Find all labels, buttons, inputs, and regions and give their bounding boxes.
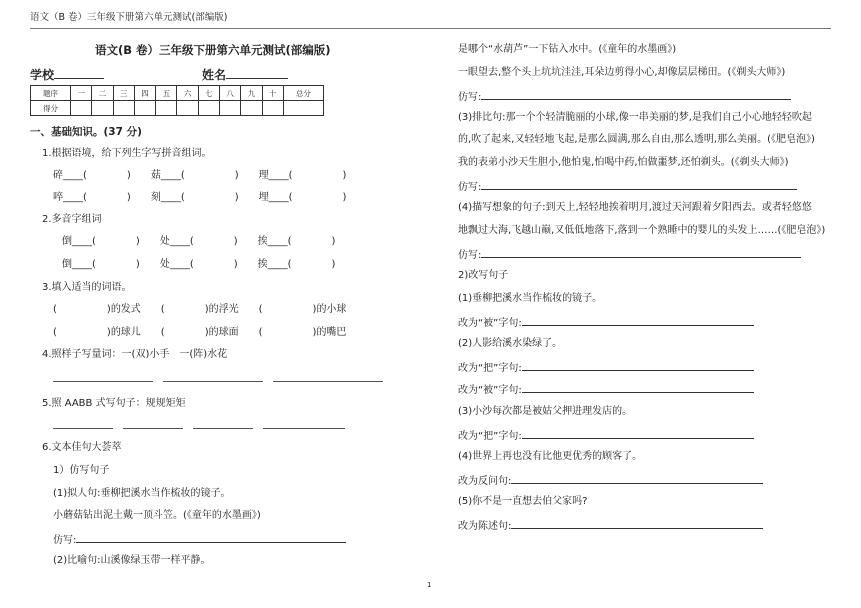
right-line: (2)人影给溪水染绿了。 [458,338,563,349]
score-table-header-row [31,86,324,101]
right-rewrite [458,428,754,444]
right-line: 地飘过大海,飞越山巅,又低低地落下,落到一个熟睡中的婴儿的头发上……(《肥皂泡》) [458,225,826,236]
table-cell: 九 [241,86,262,101]
answer-line[interactable] [522,382,754,393]
char: 挨 [257,236,268,247]
fangxie-label: 仿写: [53,535,77,546]
q2-row-1: 倒____( ) 处____( ) 挨____( ) [62,236,336,247]
rewrite-label: 改为“把”字句: [458,363,522,374]
q1-row-2: 啐____( ) 刻____( ) 埋____( ) [53,192,347,203]
question-4: 4.照样子写量词：一(双)小手 一(阵)水花 [42,349,228,360]
right-line: (5)你不是一直想去伯父家吗? [458,496,588,507]
rewrite-label: 改为“把”字句: [458,431,522,442]
q6-sub-1: 1）仿写句子 [53,465,110,476]
right-line: (3)小沙每次都是被姑父押进理发店的。 [458,406,633,417]
table-cell: 三 [113,86,134,101]
right-fangxie [458,89,791,105]
char: 处 [159,236,170,247]
phrase: 的小球 [316,304,347,315]
char: 倒 [62,259,72,270]
right-rewrite [458,382,754,398]
table-cell: 题序 [31,86,71,101]
name-blank[interactable] [226,68,288,79]
score-cell[interactable] [71,101,92,116]
char: 埋 [258,192,269,203]
answer-line[interactable] [481,89,791,100]
right-rewrite [458,518,763,534]
answer-line[interactable] [163,381,263,382]
q2-row-2: 倒____( ) 处____( ) 挨____( ) [62,259,336,270]
header-divider [30,28,831,29]
table-cell: 得分 [31,101,71,116]
school-label: 学校 [30,68,55,82]
table-cell: 八 [220,86,241,101]
section-1-heading: 一、基础知识。(37 分) [30,126,142,138]
score-cell[interactable] [92,101,113,116]
phrase: 的发式 [110,304,141,315]
char: 菇 [150,170,161,181]
fangxie-label: 仿写: [458,250,482,261]
char: 碎 [53,170,63,181]
table-cell: 一 [71,86,92,101]
table-cell: 七 [198,86,219,101]
answer-line[interactable] [522,360,754,371]
q1-row-1: 碎____( ) 菇____( ) 理____( ) [53,170,347,181]
right-fangxie [458,247,801,263]
score-cell[interactable] [177,101,198,116]
phrase: 的球面 [208,327,239,338]
right-rewrite [458,315,754,331]
q6-fangxie [53,532,346,548]
table-cell: 二 [92,86,113,101]
question-1: 1.根据语境，给下列生字写拼音组词。 [42,148,212,159]
rewrite-label: 改为反问句: [458,476,512,487]
phrase: 的球儿 [110,327,141,338]
right-line: (4)世界上再也没有比他更优秀的顾客了。 [458,451,643,462]
answer-line[interactable] [511,518,763,529]
score-cell[interactable] [134,101,155,116]
table-cell: 四 [134,86,155,101]
answer-line[interactable] [76,532,346,543]
rewrite-label: 改为“被”字句: [458,318,522,329]
char: 处 [159,259,170,270]
q6-item-2: (2)比喻句:山溪像绿玉带一样平静。 [53,555,211,566]
answer-line[interactable] [522,428,754,439]
right-line: (1)垂柳把溪水当作梳妆的镜子。 [458,293,603,304]
answer-line[interactable] [273,381,383,382]
answer-line[interactable] [481,247,801,258]
score-cell[interactable] [283,101,323,116]
rewrite-label: 改为陈述句: [458,521,512,532]
score-cell[interactable] [156,101,177,116]
question-5: 5.照 AABB 式写句子：规规矩矩 [42,398,186,409]
answer-line[interactable] [193,428,253,429]
right-rewrite [458,473,763,489]
char: 理 [258,170,269,181]
answer-line[interactable] [53,428,113,429]
right-rewrite [458,360,754,376]
school-blank[interactable] [54,68,104,79]
q3-row-2: ( )的球儿 ( )的球面 ( )的嘴巴 [53,327,347,338]
char: 啐 [53,192,63,203]
char: 刻 [150,192,161,203]
q3-row-1: ( )的发式 ( )的浮光 ( )的小球 [53,304,347,315]
right-line: 一眼望去,整个头上坑坑洼洼,耳朵边剪得小心,却像层层梯田。(《剃头大师》) [458,67,786,78]
score-cell[interactable] [113,101,134,116]
score-table [30,85,324,116]
right-line: 我的表弟小沙天生胆小,他怕鬼,怕喝中药,怕做噩梦,还怕剃头。(《剃头大师》) [458,157,789,168]
table-cell: 十 [262,86,283,101]
right-line: 是哪个“水葫芦”一下钻入水中。(《童年的水墨画》) [458,44,677,55]
question-2: 2.多音字组词 [42,214,102,225]
fangxie-label: 仿写: [458,92,482,103]
char: 倒 [62,236,72,247]
answer-line[interactable] [481,179,797,190]
school-field [30,68,104,82]
table-cell: 六 [177,86,198,101]
score-cell[interactable] [241,101,262,116]
score-cell[interactable] [262,101,283,116]
char: 挨 [257,259,268,270]
name-label: 姓名 [202,68,227,82]
question-3: 3.填入适当的词语。 [42,282,132,293]
page-number: 1 [427,581,432,589]
answer-line[interactable] [123,428,183,429]
rewrite-label: 改为“被”字句: [458,385,522,396]
right-fangxie [458,179,797,195]
answer-line[interactable] [263,428,345,429]
phrase: 的浮光 [208,304,239,315]
score-cell[interactable] [220,101,241,116]
right-line: 2)改写句子 [458,270,509,281]
right-line: (3)排比句:那一个个轻清脆丽的小球,像一串美丽的梦,是我们自己小心地轻轻吹起 [458,112,812,123]
score-table-score-row [31,101,324,116]
question-6: 6.文本佳句大荟萃 [42,442,122,453]
name-field [202,68,288,82]
q6-item-1-example: 小蘑菇钻出泥土戴一顶斗笠。(《童年的水墨画》) [53,510,261,521]
table-cell: 五 [156,86,177,101]
score-cell[interactable] [198,101,219,116]
answer-line[interactable] [53,381,153,382]
right-line: (4)描写想象的句子:到天上,轻轻地挨着明月,渡过天河跟着夕阳西去。或者轻悠悠 [458,202,812,213]
phrase: 的嘴巴 [316,327,347,338]
answer-line[interactable] [511,473,763,484]
right-line: 的,吹了起来,又轻轻地飞起,是那么圆满,那么自由,那么透明,那么美丽。(《肥皂泡》) [458,134,815,145]
q6-item-1: (1)拟人句:垂柳把溪水当作梳妆的镜子。 [53,488,231,499]
answer-line[interactable] [522,315,754,326]
table-cell: 总分 [283,86,323,101]
page-header: 语文（B 卷）三年级下册第六单元测试(部编版) [30,12,228,23]
fangxie-label: 仿写: [458,182,482,193]
document-title: 语文(B 卷）三年级下册第六单元测试(部编版) [95,43,331,57]
